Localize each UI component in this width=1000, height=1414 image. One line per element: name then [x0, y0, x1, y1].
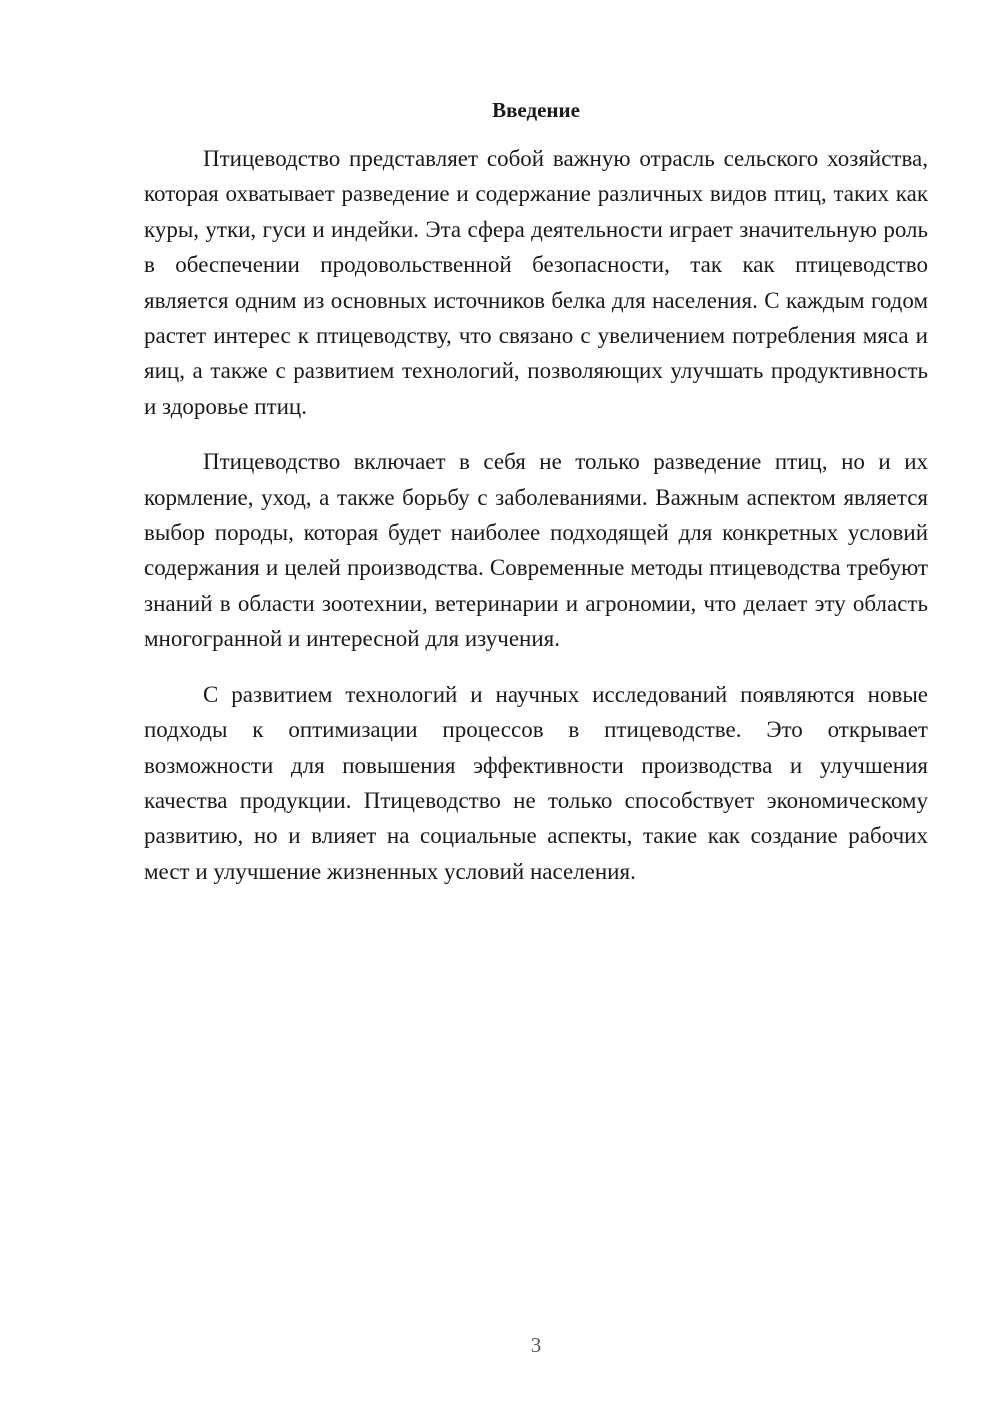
paragraph-3: С развитием технологий и научных исследований появляются новые подходы к оптимизации процессов в птицеводстве. Это открывает возможности для повышения эффективности производства и улучшения качества продукции. Птицеводство не только способствует экономическому развитию, но и влияет на социальные аспекты, такие как создание рабочих мест и улучшение жизненных условий населения.: [144, 681, 928, 884]
paragraph-2: Птицеводство включает в себя не только разведение птиц, но и их кормление, уход, а также борьбу с заболеваниями. Важным аспектом является выбор породы, которая будет наиболее подходящей для конкретных условий содержания и целей производства. Современные методы птицеводства требуют знаний в области зоотехнии, ветеринарии и агрономии, что делает эту область многогранной и интересной для изучения.: [144, 449, 928, 652]
document-body: [144, 92, 928, 889]
page-title: Введение: [492, 98, 580, 122]
paragraph-1: Птицеводство представляет собой важную отрасль сельского хозяйства, которая охватывает разведение и содержание различных видов птиц, таких как куры, утки, гуси и индейки. Эта сфера деятельности играет значительную роль в обеспечении продовольственной безопасности, так как птицеводство является одним из основных источников белка для населения. С каждым годом растет интерес к птицеводству, что связано с увеличением потребления мяса и яиц, а также с развитием технологий, позволяющих улучшать продуктивность и здоровье птиц.: [144, 146, 928, 419]
page-number: 3: [530, 1333, 542, 1357]
